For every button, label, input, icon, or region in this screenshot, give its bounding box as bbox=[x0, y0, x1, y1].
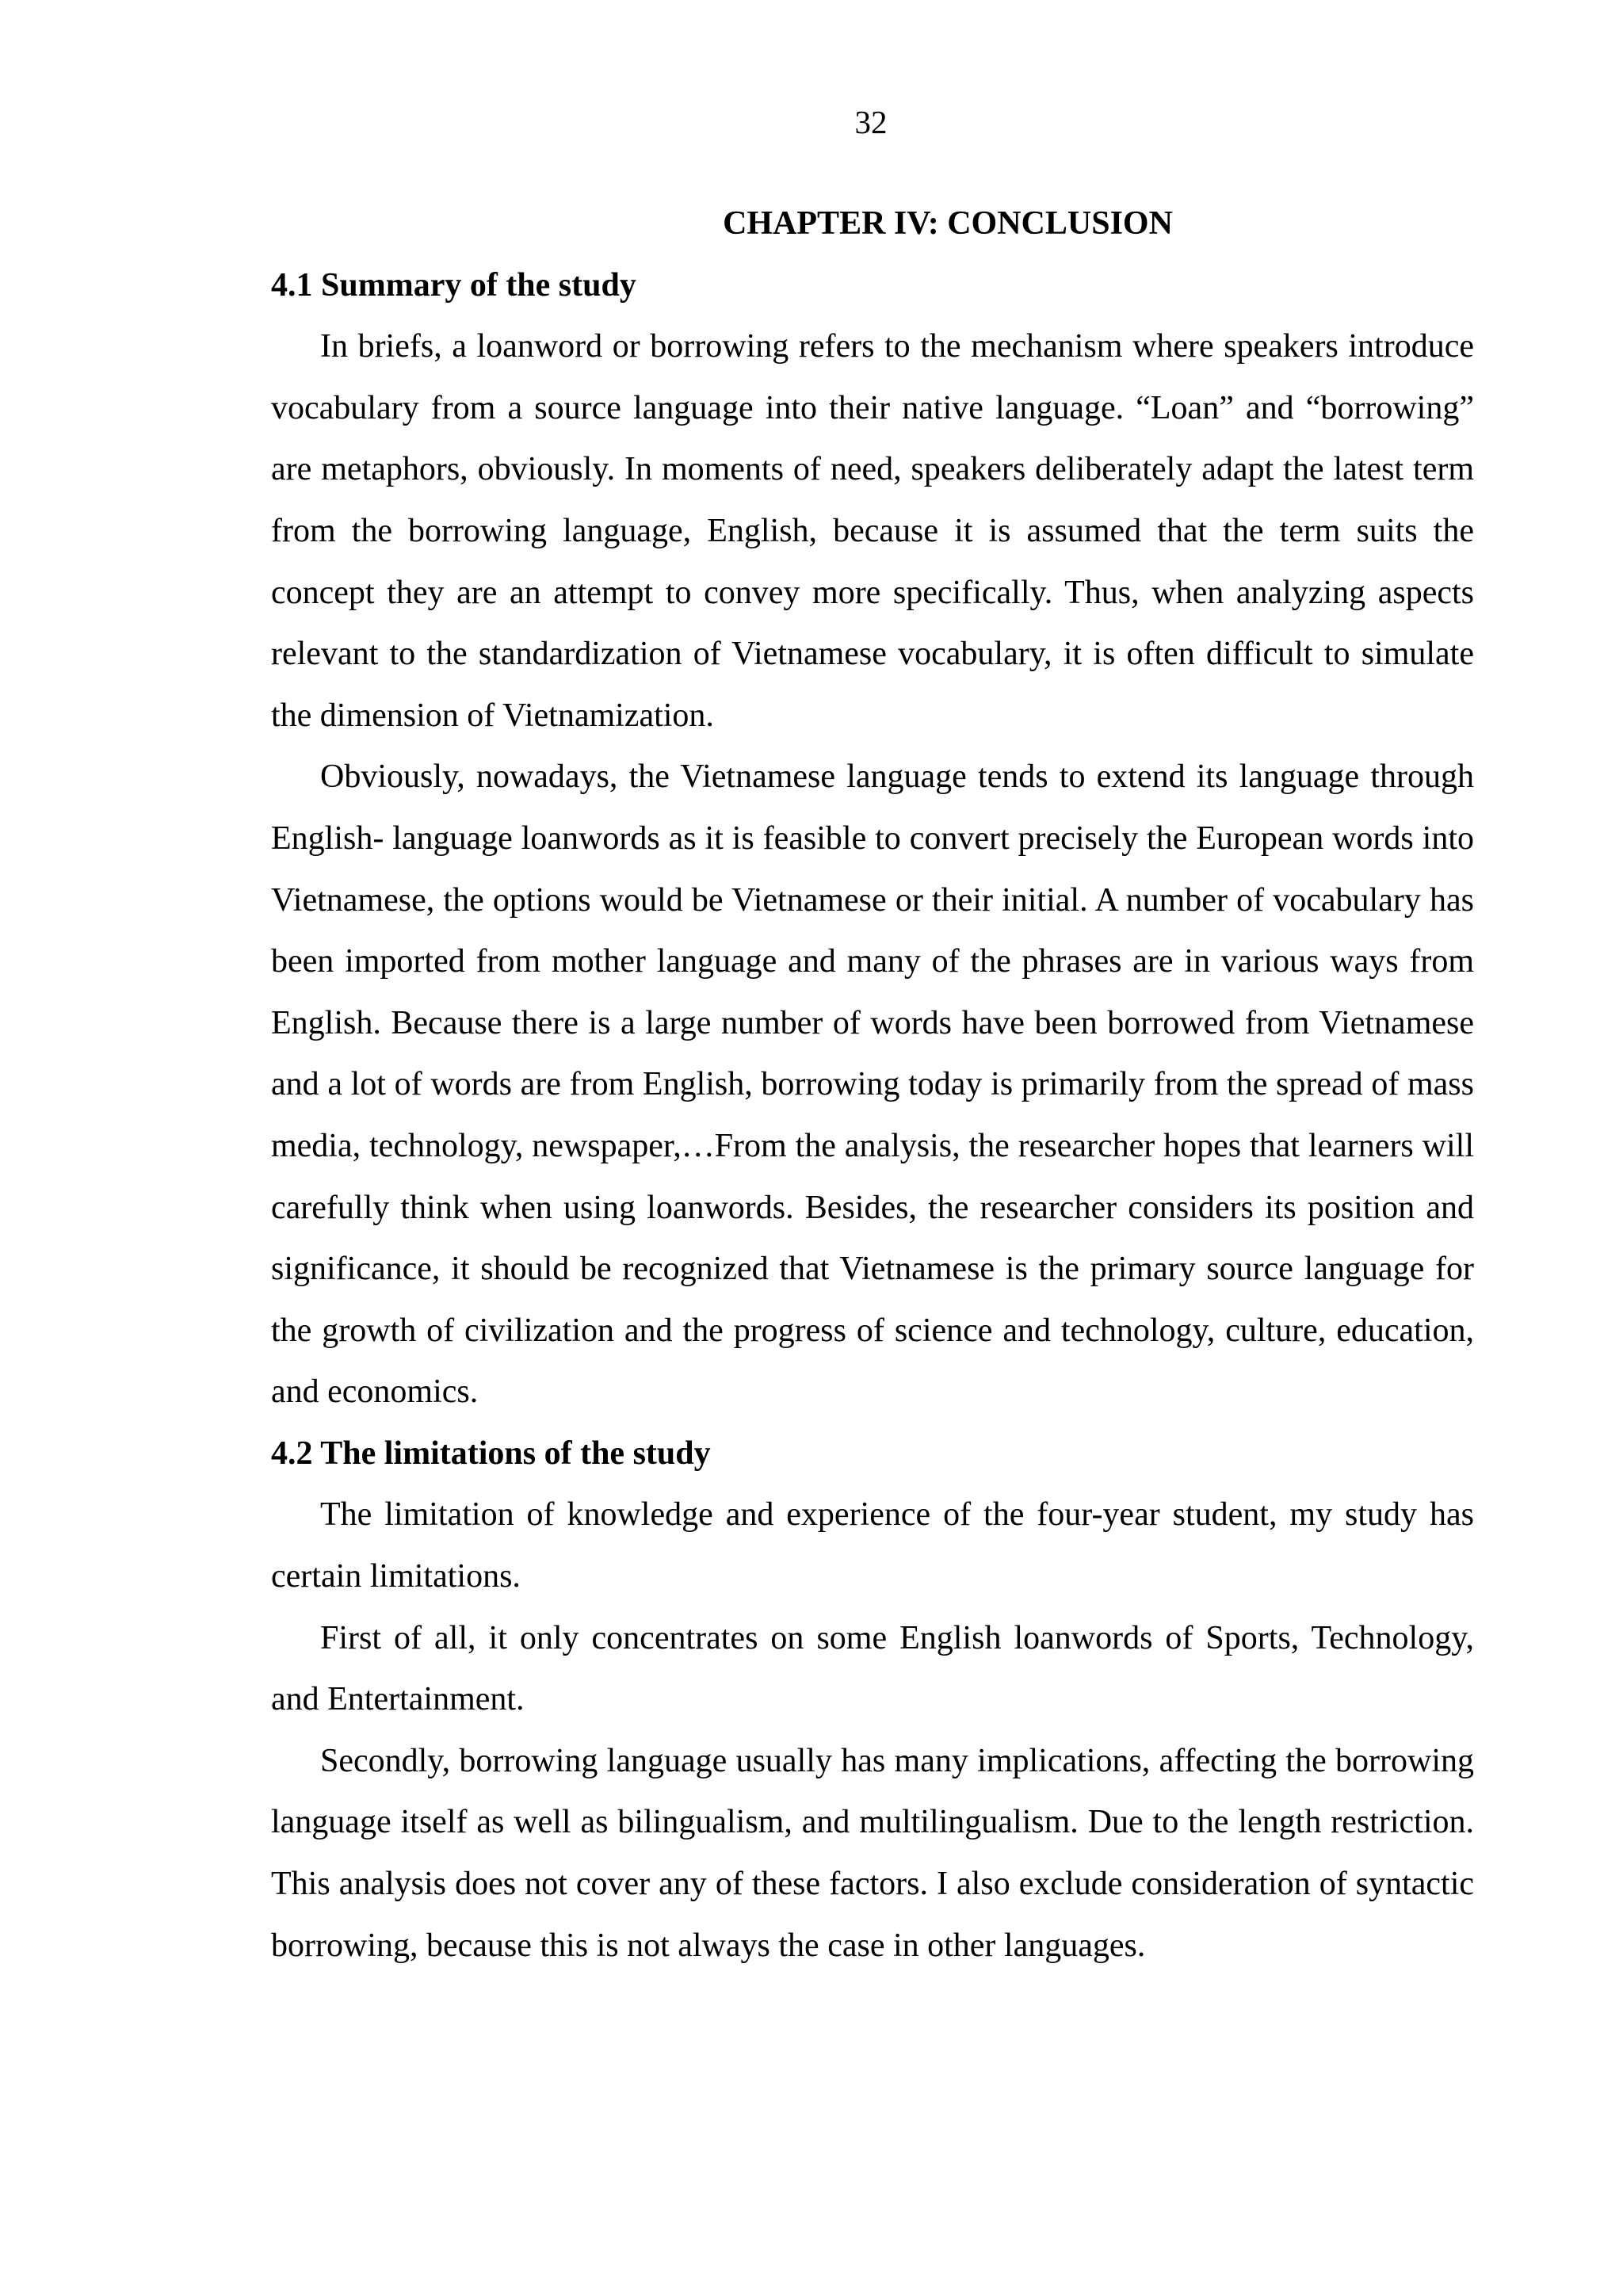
chapter-title: CHAPTER IV: CONCLUSION bbox=[723, 205, 1173, 242]
section-heading-summary: 4.1 Summary of the study bbox=[271, 266, 636, 304]
paragraph: Secondly, borrowing language usually has many implications, affecting the borrowing language itself as well as bilingualism, and multilingualism. Due to the length restriction. This analysis does not cover any of these factors. I also exclude consideration of syntactic borrowing, because this is not always the case in other languages. bbox=[271, 1742, 1474, 1964]
page-content bbox=[271, 193, 1474, 1977]
paragraph: In briefs, a loanword or borrowing refers to the mechanism where speakers introduce vocabulary from a source language into their native language. “Loan” and “borrowing” are metaphors, obviously. In moments of need, speakers deliberately adapt the latest term from the borrowing language, English, because it is assumed that the term suits the concept they are an attempt to convey more specifically. Thus, when analyzing aspects relevant to the standardization of Vietnamese vocabulary, it is often difficult to simulate the dimension of Vietnamization. bbox=[271, 328, 1474, 734]
section-limitations bbox=[271, 1423, 1474, 1977]
section-heading-limitations: 4.2 The limitations of the study bbox=[271, 1435, 711, 1472]
paragraph: The limitation of knowledge and experience of the four-year student, my study has certain limitations. bbox=[271, 1496, 1474, 1595]
page-number: 32 bbox=[854, 104, 888, 140]
paragraph: First of all, it only concentrates on some English loanwords of Sports, Technology, and Entertainment. bbox=[271, 1619, 1474, 1718]
paragraph: Obviously, nowadays, the Vietnamese language tends to extend its language through English- language loanwords as it is feasible to convert precisely the European words into Vietnamese, the options would be Vietnamese or their initial. A number of vocabulary has been imported from mother language and many of the phrases are in various ways from English. Because there is a large number of words have been borrowed from Vietnamese and a lot of words are from English, borrowing today is primarily from the spread of mass media, technology, newspaper,…From the analysis, the researcher hopes that learners will carefully think when using loanwords. Besides, the researcher considers its position and significance, it should be recognized that Vietnamese is the primary source language for the growth of civilization and the progress of science and technology, culture, education, and economics. bbox=[271, 758, 1474, 1411]
section-summary bbox=[271, 255, 1474, 1423]
